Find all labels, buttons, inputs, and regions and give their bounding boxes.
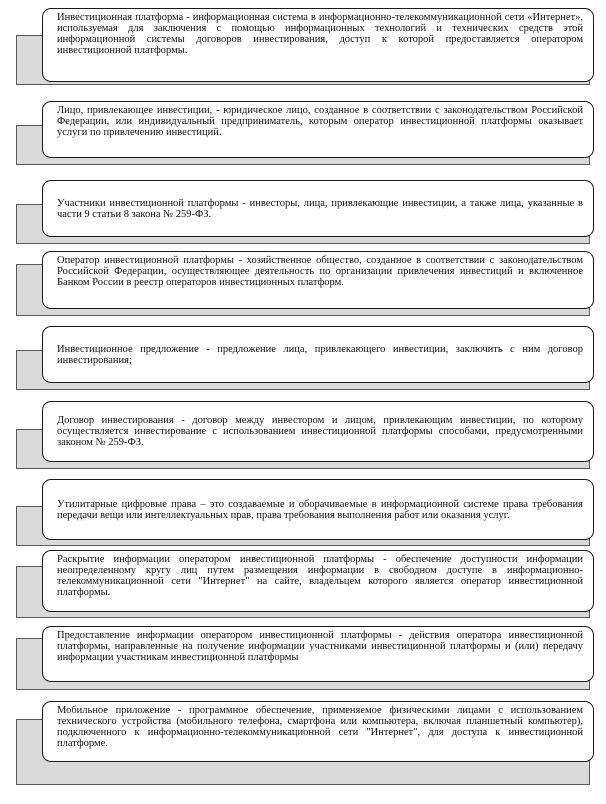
definition-card [42,479,594,540]
definition-text: Инвестиционное предложение - предложение лица, привлекающего инвестиции, заключить с ним договор инвестирования; [57,343,583,366]
definition-card: Раскрытие информации оператором инвестиционной платформы - обеспечение доступности информации неопределенному кругу лиц путем размещения информации в свободном доступе в информационно-телекоммуникационной сети "Интернет" на сайте, владельцем которого является оператор инвестиционной платформы. [42,550,594,612]
definition-card: Предоставление информации оператором инвестиционной платформы - действия оператора инвестиционной платформы, направленные на получение информации участниками инвестиционной платформы и (или) передачу информации участникам инвестиционной платформы [42,626,594,682]
definition-card: Оператор инвестиционной платформы - хозяйственное общество, созданное в соответствии с законодательством Российской Федерации, осуществляющее деятельность по организации привлечения инвестиций и включенное Банком России в реестр операторов инвестиционных платформ. [42,251,594,309]
definition-card: Лицо, привлекающее инвестиции, - юридическое лицо, созданное в соответствии с законодательством Российской Федерации, или индивидуальный предприниматель, которым оператор инвестиционной платформы оказывает услуги по привлечению инвестиций. [42,101,594,158]
definition-card: Инвестиционная платформа - информационная система в информационно-телекоммуникационной сети «Интернет», используемая для заключения с помощью информационных технологий и технических средств этой информационной системы договоров инвестирования, доступ к которой предоставляется оператором инвестиционной платформы. [42,8,594,82]
definition-card: Мобильное приложение - программное обеспечение, применяемое физическими лицами с использованием технического устройства (мобильного телефона, смартфона или компьютера, включая планшетный компьютер), подключенного к информационно-телекоммуникационной сети "Интернет", для доступа к инвестиционной платформе. [42,701,594,762]
definition-text: Договор инвестирования - договор между инвестором и лицом, привлекающим инвестиции, по которому осуществляется инвестирование с использованием инвестиционной платформы способами, предусмотренными законом № 259-ФЗ. [57,415,583,448]
definition-card [42,326,594,383]
definition-card [42,401,594,462]
definition-text: Участники инвестиционной платформы - инвесторы, лица, привлекающие инвестиции, а также лица, указанные в части 9 статьи 8 закона № 259-ФЗ. [57,197,583,220]
definition-text: Утилитарные цифровые права – это создаваемые и оборачиваемые в информационной системе права требования передачи вещи или интеллектуальных прав, права требования выполнения работ или оказания услуг. [57,498,583,521]
definition-card [42,180,594,237]
